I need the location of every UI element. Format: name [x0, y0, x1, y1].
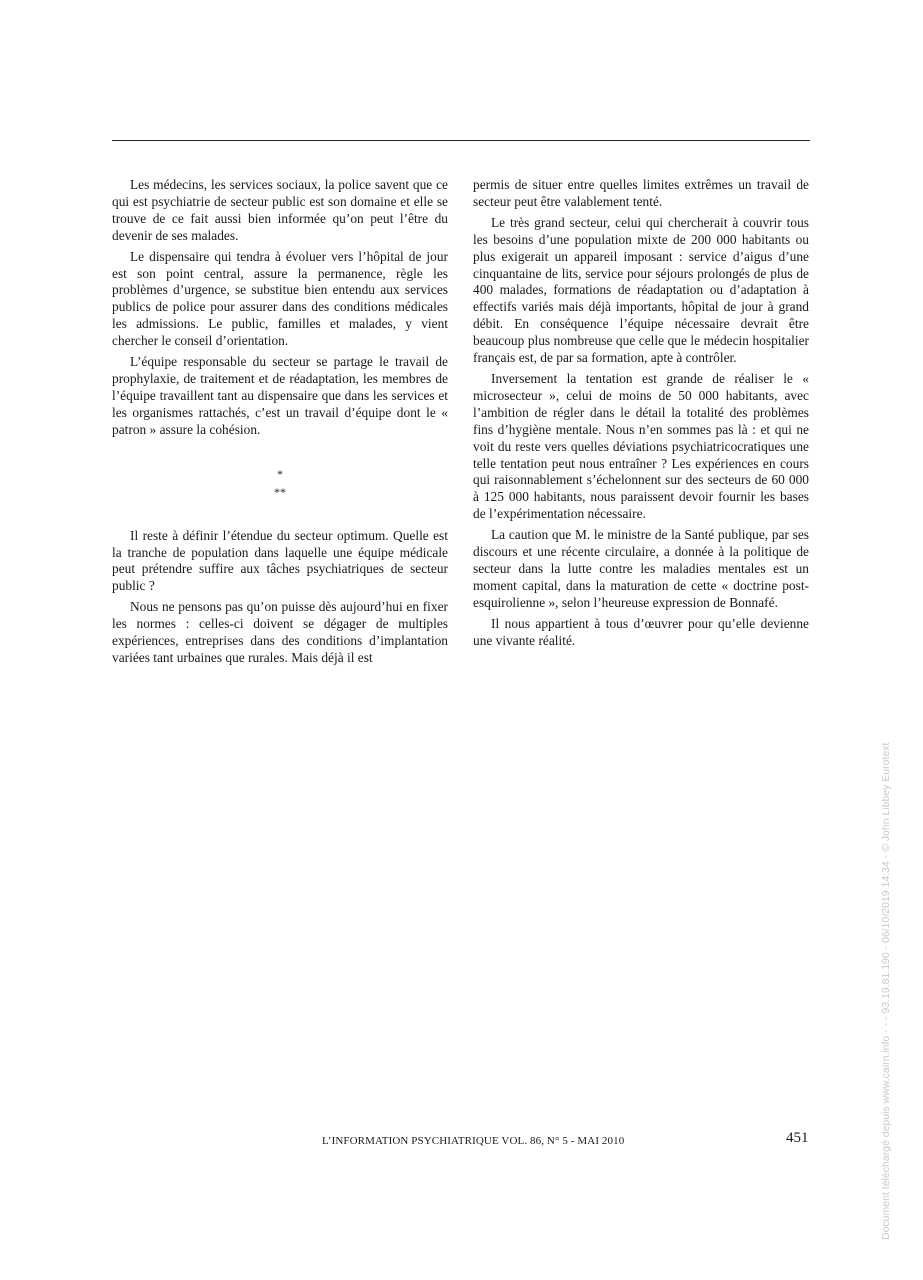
download-watermark: Document téléchargé depuis www.cairn.info - - - 93.19.81.190 - 06/10/2019 14:34 - © John Libbey Eurotext: [880, 742, 892, 1240]
paragraph: Le très grand secteur, celui qui chercherait à couvrir tous les besoins d’une population mixte de 200 000 habitants ou plus exigerait un appareil imposant : service d’aigus d’une cinquantaine de lits, service pour séjours prolongés de plus de 400 malades, formations de réadaptation ou d’adaptation à effectifs variés mais déjà importants, hôpital de jour à grand débit. En conséquence l’équipe nécessaire devrait être beaucoup plus nombreuse que celle que le médecin hospitalier français est, de par sa formation, apte à contrôler.: [473, 214, 809, 366]
separator-stars: **: [274, 484, 286, 499]
paragraph: Inversement la tentation est grande de réaliser le « microsecteur », celui de moins de 50 000 habitants, avec l’ambition de régler dans le détail la totalité des problèmes fins d’hygiène mentale. Nous n’en sommes pas là : et qui ne voit du reste vers quelles déviations psychiatricocratiques une telle tentation peut nous entraîner ? Les expériences en cours qui raisonnablement s’échelonnent sur des secteurs de 60 000 à 125 000 habitants, nous paraissent devoir fournir les bases de l’expérimentation nécessaire.: [473, 370, 809, 522]
right-column: [473, 177, 809, 653]
paragraph: Nous ne pensons pas qu’on puisse dès aujourd’hui en fixer les normes : celles-ci doivent se dégager de multiples expériences, entreprises dans des conditions d’implantation variées tant urbaines que rurales. Mais déjà il est: [112, 599, 448, 665]
separator-star: *: [277, 466, 283, 481]
journal-footer: L’INFORMATION PSYCHIATRIQUE VOL. 86, N° 5 - MAI 2010: [322, 1135, 625, 1147]
header-rule: [112, 140, 810, 141]
paragraph: Les médecins, les services sociaux, la police savent que ce qui est psychiatrie de secteur public est son domaine et elle se trouve de ce fait aussi bien informée qu’on peut l’être du devenir de ses malades.: [112, 177, 448, 243]
paragraph-continuation: permis de situer entre quelles limites extrêmes un travail de secteur peut être valablement tenté.: [473, 177, 809, 209]
paragraph: Il reste à définir l’étendue du secteur optimum. Quelle est la tranche de population dans laquelle une équipe médicale peut prétendre suffire aux tâches psychiatriques de secteur public ?: [112, 527, 448, 594]
page-number: 451: [786, 1130, 809, 1146]
left-column: [112, 177, 448, 671]
paragraph: La caution que M. le ministre de la Santé publique, par ses discours et une récente circulaire, a donnée à la politique de secteur dans la lutte contre les maladies mentales est un moment capital, dans la maturation de cette « doctrine post-esquirolienne », selon l’heureuse expression de Bonnafé.: [473, 527, 809, 610]
paragraph: L’équipe responsable du secteur se partage le travail de prophylaxie, de traitement et de réadaptation, les membres de l’équipe travaillent tant au dispensaire que dans les services et les organismes rattachés, c’est un travail d’équipe dont le « patron » assure la cohésion.: [112, 354, 448, 437]
paragraph: Il nous appartient à tous d’œuvrer pour qu’elle devienne une vivante réalité.: [473, 615, 809, 648]
paragraph: Le dispensaire qui tendra à évoluer vers l’hôpital de jour est son point central, assure la permanence, règle les problèmes d’urgence, se substitue bien entendu aux services publics de police pour assurer dans des conditions médicales les admissions. Le public, familles et malades, y vient chercher le conseil d’orientation.: [112, 248, 448, 349]
section-separator: [112, 465, 448, 501]
